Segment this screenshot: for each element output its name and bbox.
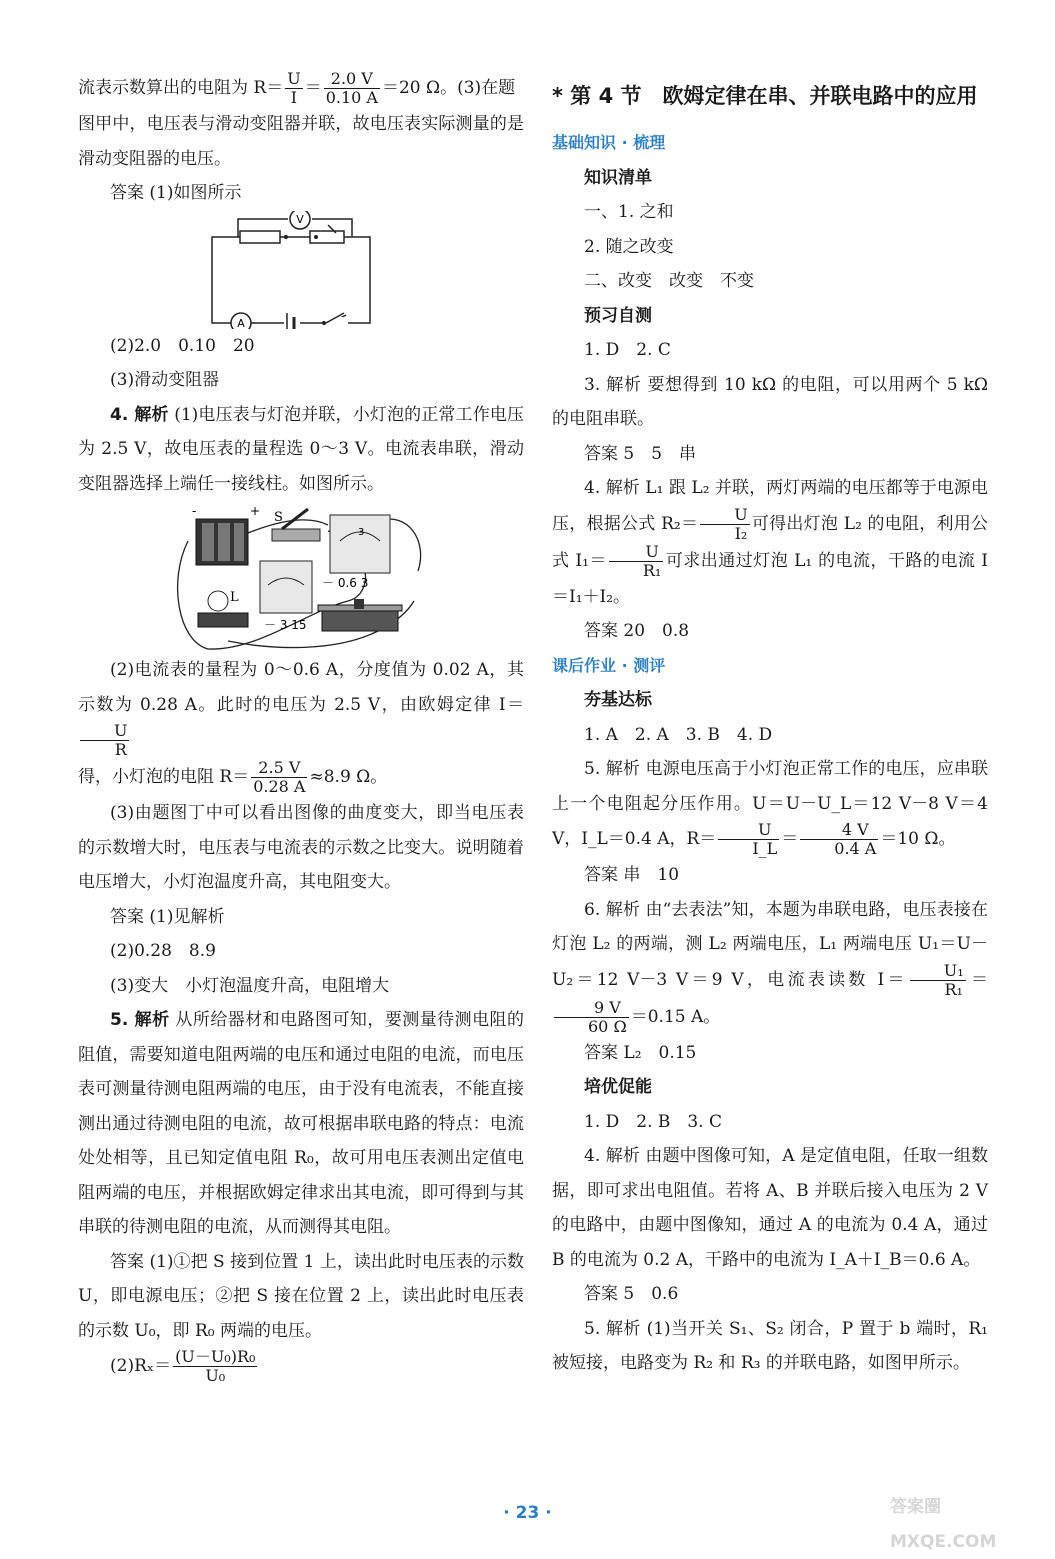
fraction: $\frac{U}{I\_L}$ [718, 821, 779, 858]
q5-answer-2: (2)Rₓ＝ $\frac{\text{(U－U₀)R₀}}{\text{U₀}}$ [110, 1347, 256, 1385]
q4-answer-1: 答案 (1)见解析 [110, 906, 225, 927]
q6-analysis: 6. 解析 由“去表法”知，本题为串联电路，电压表接在灯泡 L₂ 的两端，测 L₂ 两端电压，L₁ 两端电压 U₁＝U－U₂＝12 V－3 V＝9 V，电流表读数 I＝ $\frac{\text{U₁}}{\text{R₁}}$ ＝ $\frac{9 V}{60 \Omega}$ ＝0.15 A。 [552, 899, 988, 1036]
watermark-logo: 答案圈 MXQE.COM [890, 1497, 997, 1552]
subheading-preview: 预习自测 [584, 305, 652, 326]
apparatus-svg [78, 501, 524, 653]
q4-analysis: 4. 解析 (1)电压表与灯泡并联，小灯泡的正常工作电压为 2.5 V，故电压表的量程选 0～3 V。电流表串联，滑动变阻器选择上端任一接线柱。如图所示。 [78, 404, 524, 494]
q4-answer-2: (2)0.28 8.9 [110, 941, 216, 961]
apparatus-illustration [78, 501, 524, 653]
subheading-basic: 夯基达标 [584, 690, 652, 710]
answer-3: (3)滑动变阻器 [110, 370, 220, 390]
circuit-diagram [78, 211, 524, 329]
left-line-1: 流表示数算出的电阻为 R＝ $\frac{U}{I}$ ＝ $\frac{2.0 V}{0.10 A}$ ＝20 Ω。(3)在题 [78, 69, 516, 107]
q4-analysis-right: 4. 解析 L₁ 跟 L₂ 并联，两灯两端的电压都等于电源电压，根据公式 R₂＝ $\frac{U}{\text{I₂}}$ 可得出灯泡 L₂ 的电阻，利用公式 I₁＝ $\frac{U}{\text{R₁}}$ 可求出通过灯泡 L₁ 的电流，干路的电流 I＝I₁＋I₂。 [552, 478, 989, 607]
q7-analysis: 4. 解析 由题中图像可知，A 是定值电阻，任取一组数据，即可求出电阻值。若将 A、B 并联后接入电压为 2 V 的电路中，由题中图像知，通过 A 的电流为 0.4 A，通过 B 的电流为 0.2 A，干路中的电流为 I_A＋I_B＝0.6 A。 [552, 1146, 988, 1270]
fraction: $\frac{2.0 V}{0.10 A}$ [325, 69, 378, 107]
fraction: $\frac{2.5 V}{0.28 A}$ [253, 758, 306, 796]
q5-answer-right: 答案 串 10 [584, 865, 680, 885]
fraction: $\frac{U}{R}$ [80, 722, 129, 759]
section-heading-basics: 基础知识 · 梳理 [552, 133, 666, 152]
q5-answer: 答案 (1)①把 S 接到位置 1 上，读出此时电压表的示数 U，即电源电压；②把 S 接在位置 2 上，读出此时电压表的示数 U₀，即 R₀ 两端的电压。 [78, 1251, 524, 1341]
page-number: · 23 · [503, 1503, 552, 1523]
subheading-knowledge-list: 知识清单 [584, 167, 652, 188]
q4-part-2b: 得，小灯泡的电阻 R＝ $\frac{2.5 V}{0.28 A}$ ≈8.9 Ω。 [78, 758, 388, 796]
lamp-label: L [230, 590, 239, 605]
q5-analysis-right: 5. 解析 电源电压高于小灯泡正常工作的电压，应串联上一个电阻起分压作用。U＝U－U_L＝12 V－8 V＝4 V，I_L＝0.4 A，R＝ $\frac{U}{I\_L}$ ＝ $\frac{4 V}{0.4 A}$ ＝10 Ω。 [552, 759, 988, 858]
fraction: $\frac{U}{\text{R₁}}$ [609, 543, 663, 580]
q8-analysis: 5. 解析 (1)当开关 S₁、S₂ 闭合，P 置于 b 端时，R₁ 被短接，电路变为 R₂ 和 R₃ 的并联电路，如图甲所示。 [552, 1318, 988, 1373]
ammeter-scale: 3 [358, 527, 365, 538]
ammeter-label: A [237, 316, 245, 329]
q4-answer-3: (3)变大 小灯泡温度升高，电阻增大 [110, 975, 390, 996]
list-item: 一、1. 之和 [584, 202, 674, 222]
q5-analysis: 5. 解析 从所给器材和电路图可知，要测量待测电阻的阻值，需要知道电阻两端的电压和通过电阻的电流，而电压表可测量待测电阻两端的电压，由于没有电流表，不能直接测出通过待测电阻的电流，故可根据串联电路的特点：电流处处相等，且已知定值电阻 R₀，故可用电压表测出定值电阻两端的电压，并根据欧姆定律求出其电流，即可得到与其串联的待测电阻的电流，从而测得其电阻。 [78, 1010, 524, 1237]
subheading-advanced: 培优促能 [584, 1077, 652, 1097]
fraction: $\frac{\text{U₁}}{\text{R₁}}$ [910, 962, 966, 999]
right-column [552, 70, 988, 1381]
q4-part-2: (2)电流表的量程为 0～0.6 A，分度值为 0.02 A，其示数为 0.28 A。此时的电压为 2.5 V，由欧姆定律 I＝ $\frac{U}{R}$ [78, 660, 524, 759]
left-para-2: 图甲中，电压表与滑动变阻器并联，故电压表实际测量的是滑动变阻器的电压。 [78, 114, 524, 169]
list-item: 二、改变 改变 不变 [584, 271, 754, 291]
voltmeter-terminals: － 3 15 [264, 618, 307, 632]
switch-label: S [274, 510, 283, 525]
list-item: 1. A 2. A 3. B 4. D [584, 724, 773, 745]
section-heading-homework: 课后作业 · 测评 [552, 655, 666, 675]
svg-text:-: - [192, 504, 197, 518]
list-item: 2. 随之改变 [584, 236, 674, 257]
section-title: * 第 4 节 欧姆定律在串、并联电路中的应用 [552, 84, 978, 108]
fraction: $\frac{\text{(U－U₀)R₀}}{\text{U₀}}$ [175, 1347, 256, 1385]
q4-answer-right: 答案 20 0.8 [584, 621, 690, 641]
fraction: $\frac{U}{\text{I₂}}$ [700, 506, 749, 543]
left-column [78, 70, 524, 1385]
q4-part-3: (3)由题图丁中可以看出图像的曲度变大，即当电压表的示数增大时，电压表与电流表的示数之比变大。说明随着电压增大，小灯泡温度升高，其电阻变大。 [78, 803, 524, 892]
fraction: $\frac{9 V}{60 \Omega}$ [554, 999, 629, 1036]
q3-analysis: 3. 解析 要想得到 10 kΩ 的电阻，可以用两个 5 kΩ 的电阻串联。 [552, 374, 988, 429]
voltmeter-label: V [296, 212, 304, 226]
fraction: $\frac{4 V}{0.4 A}$ [800, 821, 878, 858]
q6-answer: 答案 L₂ 0.15 [584, 1042, 697, 1063]
q3-answer: 答案 5 5 串 [584, 443, 697, 464]
fraction: $\frac{U}{I}$ [287, 69, 301, 107]
circuit-svg [78, 211, 524, 329]
list-item: 1. D 2. C [584, 340, 671, 360]
ammeter-terminals: － 0.6 3 [322, 576, 369, 590]
svg-text:+: + [250, 504, 261, 518]
q7-answer: 答案 5 0.6 [584, 1284, 679, 1304]
answer-2: (2)2.0 0.10 20 [110, 335, 255, 356]
list-item: 1. D 2. B 3. C [584, 1111, 723, 1132]
answer-1: 答案 (1)如图所示 [110, 183, 242, 203]
